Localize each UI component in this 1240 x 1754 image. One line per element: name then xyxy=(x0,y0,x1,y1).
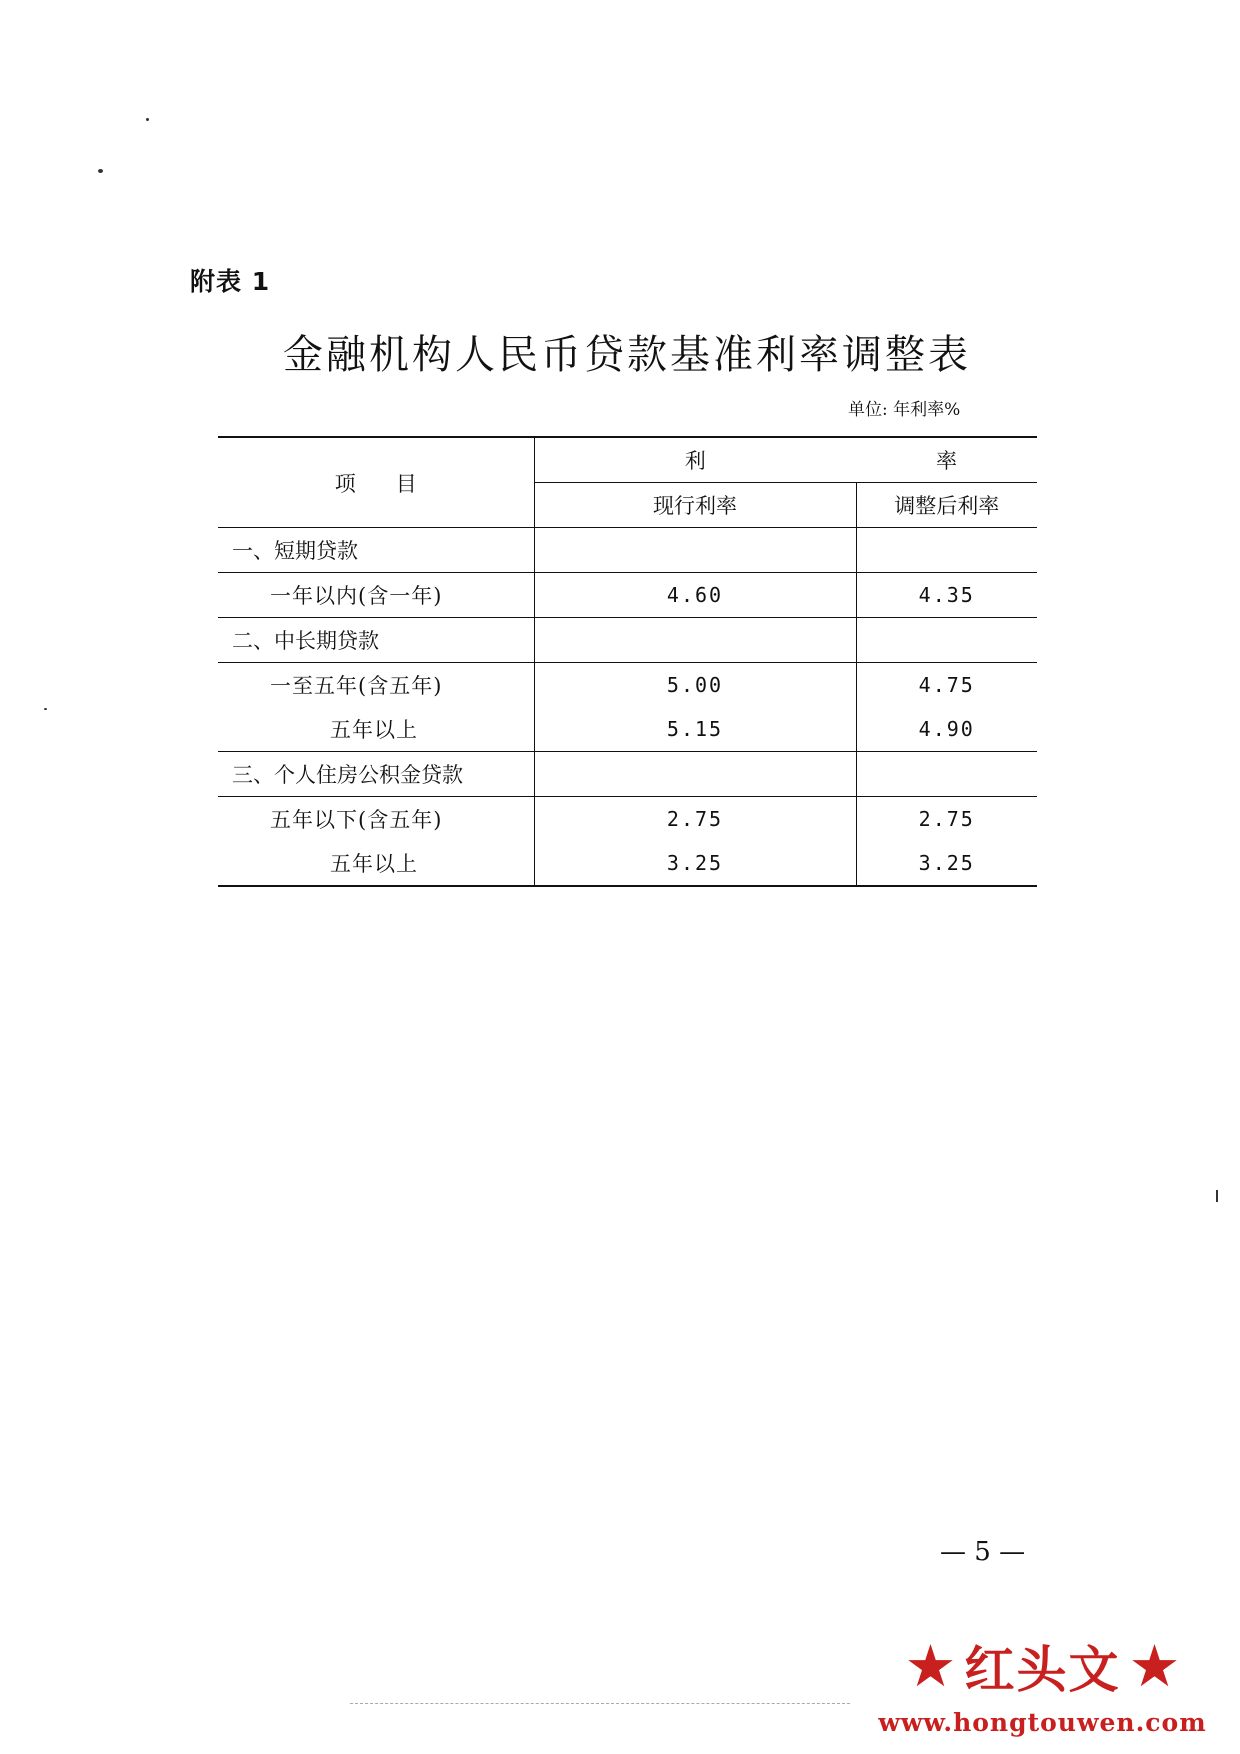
adjusted-rate-cell: 4.90 xyxy=(856,707,1037,752)
header-item: 项 目 xyxy=(218,437,534,528)
row-label: 三、个人住房公积金贷款 xyxy=(218,752,534,797)
watermark-text: 红头文 xyxy=(964,1640,1121,1699)
table-row xyxy=(218,707,1037,752)
current-rate-cell: 2.75 xyxy=(534,797,856,842)
header-current-rate: 现行利率 xyxy=(534,483,856,528)
star-icon: ★ xyxy=(904,1632,957,1700)
adjusted-rate-cell xyxy=(856,752,1037,797)
current-rate-cell xyxy=(534,618,856,663)
scan-edge-divider xyxy=(350,1703,850,1704)
row-label: 五年以上 xyxy=(218,707,534,752)
row-label: 一至五年(含五年) xyxy=(218,663,534,708)
table-row xyxy=(218,618,1037,663)
current-rate-cell: 4.60 xyxy=(534,573,856,618)
scan-speck xyxy=(44,708,47,710)
adjusted-rate-cell xyxy=(856,618,1037,663)
header-rate-right: 率 xyxy=(856,437,1037,483)
adjusted-rate-cell: 4.35 xyxy=(856,573,1037,618)
table-row xyxy=(218,573,1037,618)
document-title: 金融机构人民币贷款基准利率调整表 xyxy=(283,332,971,378)
current-rate-cell xyxy=(534,752,856,797)
star-icon: ★ xyxy=(1128,1632,1181,1700)
current-rate-cell: 5.00 xyxy=(534,663,856,708)
adjusted-rate-cell xyxy=(856,528,1037,573)
adjusted-rate-cell: 4.75 xyxy=(918,673,975,697)
watermark-url: www.hongtouwen.com xyxy=(878,1708,1207,1737)
table-row xyxy=(218,663,1037,708)
row-label: 二、中长期贷款 xyxy=(218,618,534,663)
header-adjusted-rate: 调整后利率 xyxy=(856,483,1037,528)
row-label: 五年以下(含五年) xyxy=(218,797,534,842)
rate-table xyxy=(218,436,1037,887)
unit-note: 单位: 年利率% xyxy=(848,400,961,420)
adjusted-rate-cell: 2.75 xyxy=(918,807,975,831)
scan-speck xyxy=(98,169,103,173)
row-label: 一、短期贷款 xyxy=(218,528,534,573)
table-row xyxy=(218,841,1037,886)
attachment-label: 附表 1 xyxy=(190,267,271,296)
scan-speck xyxy=(146,118,149,121)
watermark xyxy=(845,1630,1240,1754)
row-label: 五年以上 xyxy=(218,841,534,886)
row-label: 一年以内(含一年) xyxy=(218,573,534,618)
header-rate-left: 利 xyxy=(534,437,856,483)
current-rate-cell: 5.15 xyxy=(534,707,856,752)
scan-speck xyxy=(1216,1190,1218,1202)
current-rate-cell xyxy=(534,528,856,573)
table-row xyxy=(218,752,1037,797)
current-rate-cell: 3.25 xyxy=(534,841,856,886)
adjusted-rate-cell: 3.25 xyxy=(856,841,1037,886)
page-number: — 5 — xyxy=(940,1537,1026,1567)
table-row xyxy=(218,528,1037,573)
table-row xyxy=(218,797,1037,842)
